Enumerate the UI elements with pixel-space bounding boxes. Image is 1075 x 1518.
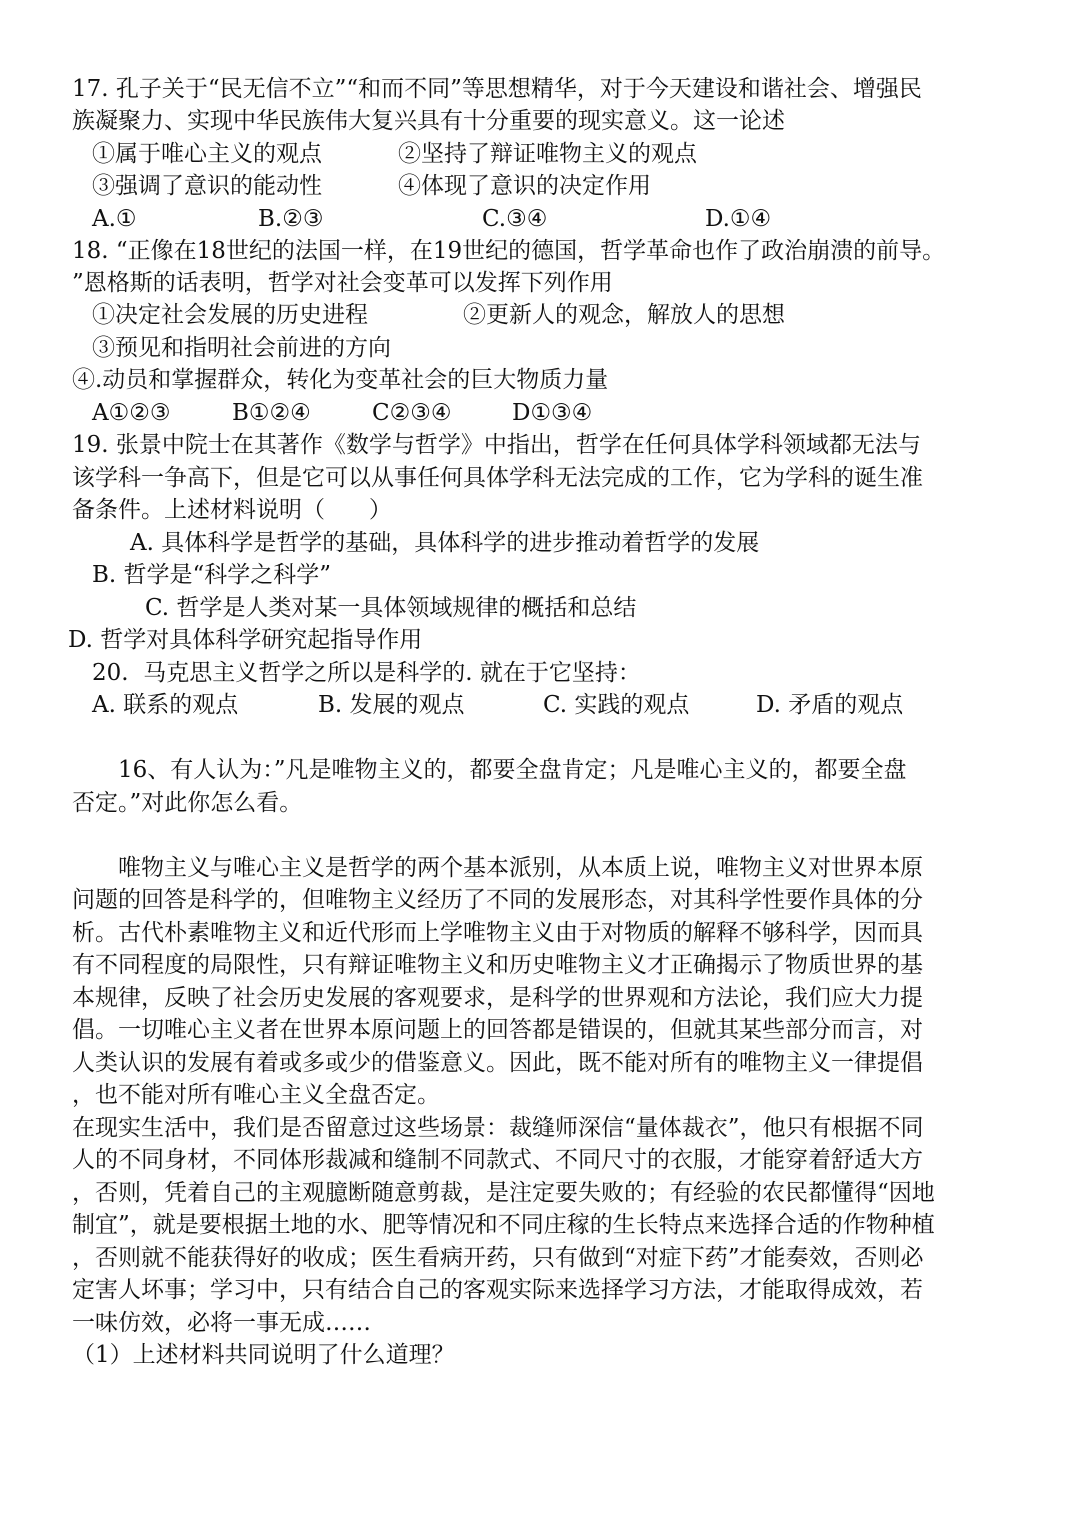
q17-option-a: A.①	[92, 206, 137, 232]
material-question-1: （1）上述材料共同说明了什么道理？	[72, 1342, 455, 1368]
q20-option-b: B. 发展的观点	[318, 692, 465, 718]
material-line-3: ，否则，凭着自己的主观臆断随意剪裁，是注定要失败的；有经验的农民都懂得“因地	[72, 1180, 935, 1206]
q18-option-c: C②③④	[372, 400, 452, 426]
q20-option-c: C. 实践的观点	[543, 692, 690, 718]
q18-stem-line1: 18. “正像在18世纪的法国一样，在19世纪的德国，哲学革命也作了政治崩溃的前导。	[72, 238, 946, 264]
material-line-1: 在现实生活中，我们是否留意过这些场景：裁缝师深信“量体裁衣”，他只有根据不同	[72, 1115, 924, 1141]
q20-stem: 20. 马克思主义哲学之所以是科学的. 就在于它坚持：	[92, 660, 641, 686]
answer-line-2: 问题的回答是科学的，但唯物主义经历了不同的发展形态，对其科学性要作具体的分	[72, 887, 923, 913]
q16-stem-line2: 否定。”对此你怎么看。	[72, 790, 303, 816]
q19-stem-line2: 该学科一争高下，但是它可以从事任何具体学科无法完成的工作，它为学科的诞生准	[72, 465, 923, 491]
q18-item-4: ④.动员和掌握群众，转化为变革社会的巨大物质力量	[72, 367, 609, 393]
q20-option-a: A. 联系的观点	[92, 692, 239, 718]
q18-stem-line2: ”恩格斯的话表明，哲学对社会变革可以发挥下列作用	[72, 270, 613, 296]
material-line-6: 定害人坏事；学习中，只有结合自己的客观实际来选择学习方法，才能取得成效，若	[72, 1277, 923, 1303]
material-line-4: 制宜”，就是要根据土地的水、肥等情况和不同庄稼的生长特点来选择合适的作物种植	[72, 1212, 935, 1238]
q18-item-3: ③预见和指明社会前进的方向	[92, 335, 391, 361]
q19-stem-line3: 备条件。上述材料说明（ ）	[72, 497, 392, 523]
q19-option-b: B. 哲学是“科学之科学”	[92, 562, 332, 588]
q17-stem-line1: 17. 孔子关于“民无信不立”“和而不同”等思想精华，对于今天建设和谐社会、增强民	[72, 76, 922, 102]
answer-line-1: 唯物主义与唯心主义是哲学的两个基本派别，从本质上说，唯物主义对世界本原	[118, 855, 923, 881]
q18-option-d: D①③④	[512, 400, 593, 426]
q17-item-1: ①属于唯心主义的观点	[92, 141, 322, 167]
answer-line-8: ，也不能对所有唯心主义全盘否定。	[72, 1082, 440, 1108]
q17-item-3: ③强调了意识的能动性	[92, 173, 322, 199]
q18-option-a: A①②③	[92, 400, 171, 426]
q18-item-1: ①决定社会发展的历史进程	[92, 302, 368, 328]
answer-line-3: 析。古代朴素唯物主义和近代形而上学唯物主义由于对物质的解释不够科学，因而具	[72, 920, 923, 946]
material-line-5: ，否则就不能获得好的收成；医生看病开药，只有做到“对症下药”才能奏效，否则必	[72, 1245, 924, 1271]
q17-option-b: B.②③	[258, 206, 324, 232]
q17-item-4: ④体现了意识的决定作用	[398, 173, 651, 199]
q20-option-d: D. 矛盾的观点	[756, 692, 904, 718]
q19-option-c: C. 哲学是人类对某一具体领域规律的概括和总结	[145, 595, 637, 621]
q17-item-2: ②坚持了辩证唯物主义的观点	[398, 141, 697, 167]
q18-option-b: B①②④	[232, 400, 311, 426]
q16-stem-line1: 16、有人认为：”凡是唯物主义的，都要全盘肯定；凡是唯心主义的，都要全盘	[118, 757, 907, 783]
q17-option-c: C.③④	[482, 206, 548, 232]
answer-line-7: 人类认识的发展有着或多或少的借鉴意义。因此，既不能对所有的唯物主义一律提倡	[72, 1050, 923, 1076]
answer-line-4: 有不同程度的局限性，只有辩证唯物主义和历史唯物主义才正确揭示了物质世界的基	[72, 952, 923, 978]
q17-option-d: D.①④	[705, 206, 772, 232]
answer-line-5: 本规律，反映了社会历史发展的客观要求，是科学的世界观和方法论，我们应大力提	[72, 985, 923, 1011]
answer-line-6: 倡。一切唯心主义者在世界本原问题上的回答都是错误的，但就其某些部分而言，对	[72, 1017, 923, 1043]
q19-option-a: A. 具体科学是哲学的基础，具体科学的进步推动着哲学的发展	[130, 530, 760, 556]
q19-option-d: D. 哲学对具体科学研究起指导作用	[68, 627, 423, 653]
material-line-2: 人的不同身材，不同体形裁减和缝制不同款式、不同尺寸的衣服，才能穿着舒适大方	[72, 1147, 923, 1173]
q17-stem-line2: 族凝聚力、实现中华民族伟大复兴具有十分重要的现实意义。这一论述	[72, 108, 785, 134]
q19-stem-line1: 19. 张景中院士在其著作《数学与哲学》中指出，哲学在任何具体学科领域都无法与	[72, 432, 921, 458]
material-line-7: 一味仿效，必将一事无成……	[72, 1310, 371, 1336]
q18-item-2: ②更新人的观念，解放人的思想	[463, 302, 785, 328]
